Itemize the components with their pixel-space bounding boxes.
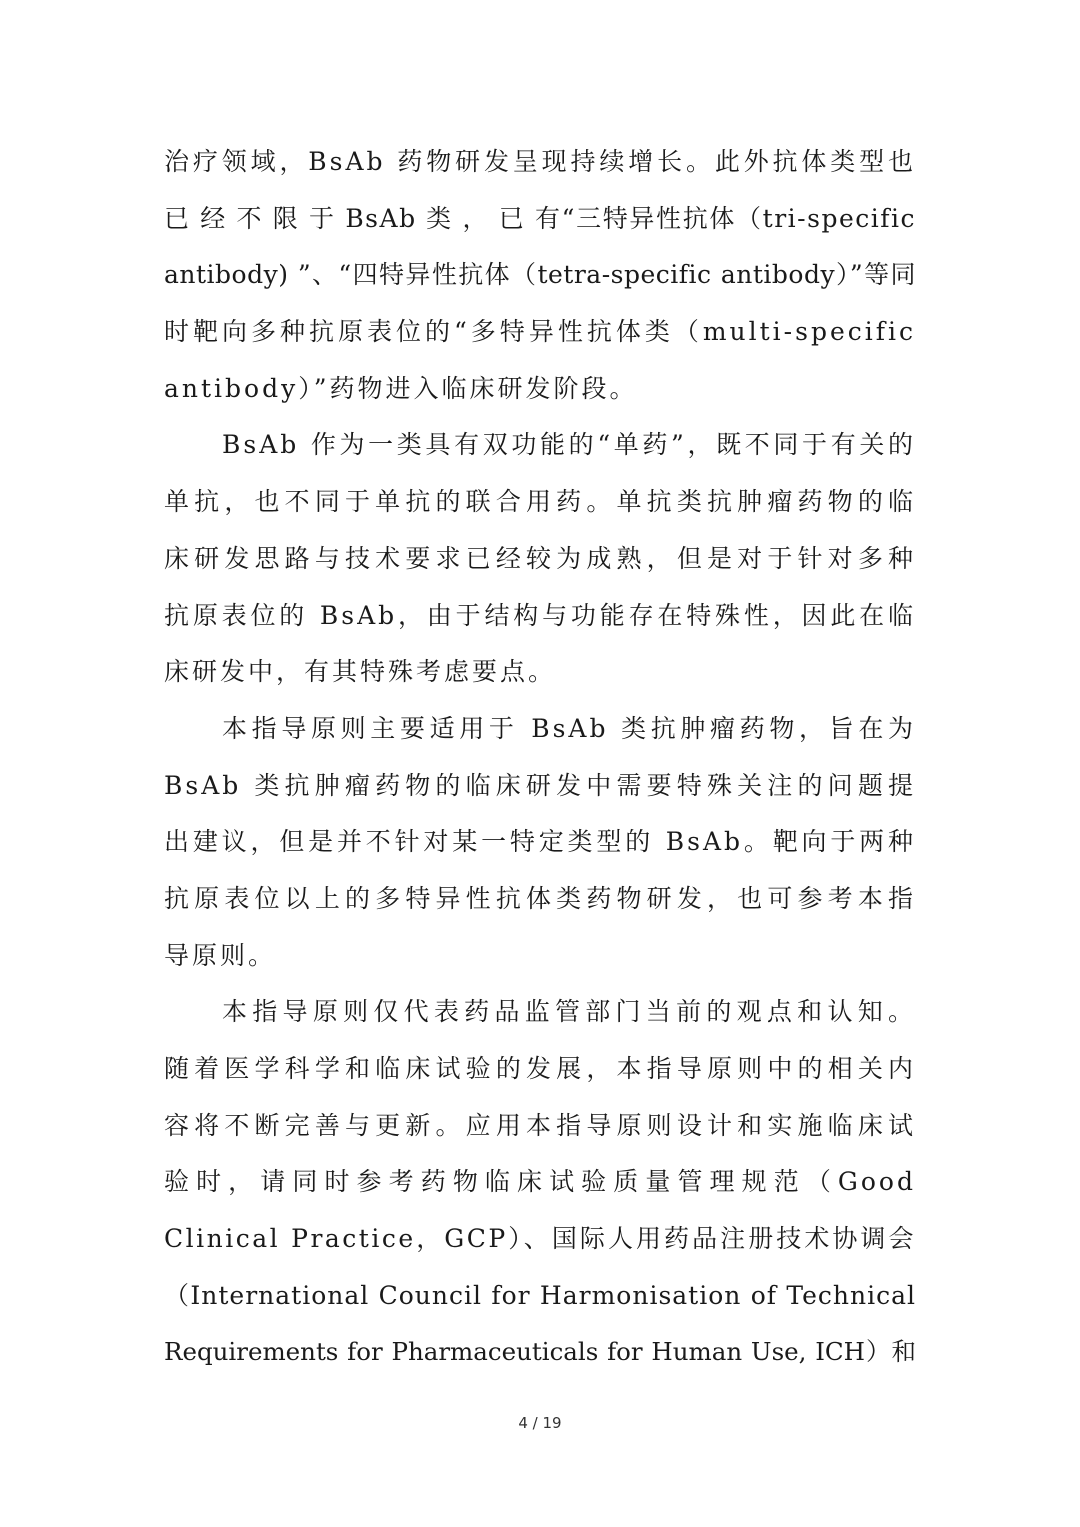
text-line: 治疗领域，BsAb 药物研发呈现持续增长。此外抗体类型也 <box>164 147 916 176</box>
text-line: 抗原表位以上的多特异性抗体类药物研发，也可参考本指 <box>164 883 916 913</box>
paragraph-3 <box>164 701 916 984</box>
paragraph-4 <box>164 984 916 1381</box>
text-line: Requirements for Pharmaceuticals for Human Use, ICH）和 <box>164 1337 916 1367</box>
text-line: 已 经 不 限 于 BsAb 类 ， 已 有“三特异性抗体（tri-specific <box>164 203 916 233</box>
text-line: BsAb 作为一类具有双功能的“单药”，既不同于有关的 <box>222 430 916 460</box>
document-body <box>164 134 916 1381</box>
text-line: 导原则。 <box>164 940 277 970</box>
text-line: 本指导原则仅代表药品监管部门当前的观点和认知。 <box>222 997 916 1027</box>
text-line: BsAb 类抗肿瘤药物的临床研发中需要特殊关注的问题提 <box>164 770 916 800</box>
text-line: 时靶向多种抗原表位的“多特异性抗体类（multi-specific <box>164 317 916 347</box>
text-line: 随着医学科学和临床试验的发展，本指导原则中的相关内 <box>164 1054 916 1083</box>
text-line: 单抗，也不同于单抗的联合用药。单抗类抗肿瘤药物的临 <box>164 487 916 517</box>
text-line: antibody）”药物进入临床研发阶段。 <box>164 373 638 403</box>
text-line: 容将不断完善与更新。应用本指导原则设计和实施临床试 <box>164 1110 916 1140</box>
text-line: 床研发中，有其特殊考虑要点。 <box>164 657 557 687</box>
page-number: 4 / 19 <box>518 1414 562 1432</box>
text-line: Clinical Practice，GCP）、国际人用药品注册技术协调会 <box>164 1224 916 1254</box>
paragraph-2 <box>164 417 916 700</box>
text-line: 床研发思路与技术要求已经较为成熟，但是对于针对多种 <box>164 543 916 573</box>
text-line: 验时，请同时参考药物临床试验质量管理规范（Good <box>164 1167 916 1197</box>
text-line: （International Council for Harmonisation of Technical <box>164 1280 916 1310</box>
paragraph-1 <box>164 134 916 417</box>
text-line: 本指导原则主要适用于 BsAb 类抗肿瘤药物，旨在为 <box>222 713 916 743</box>
text-line: 抗原表位的 BsAb，由于结构与功能存在特殊性，因此在临 <box>164 600 916 630</box>
text-line: antibody) ”、“四特异性抗体（tetra-specific antibody）”等同 <box>164 260 916 290</box>
text-line: 出建议，但是并不针对某一特定类型的 BsAb。靶向于两种 <box>164 827 916 857</box>
